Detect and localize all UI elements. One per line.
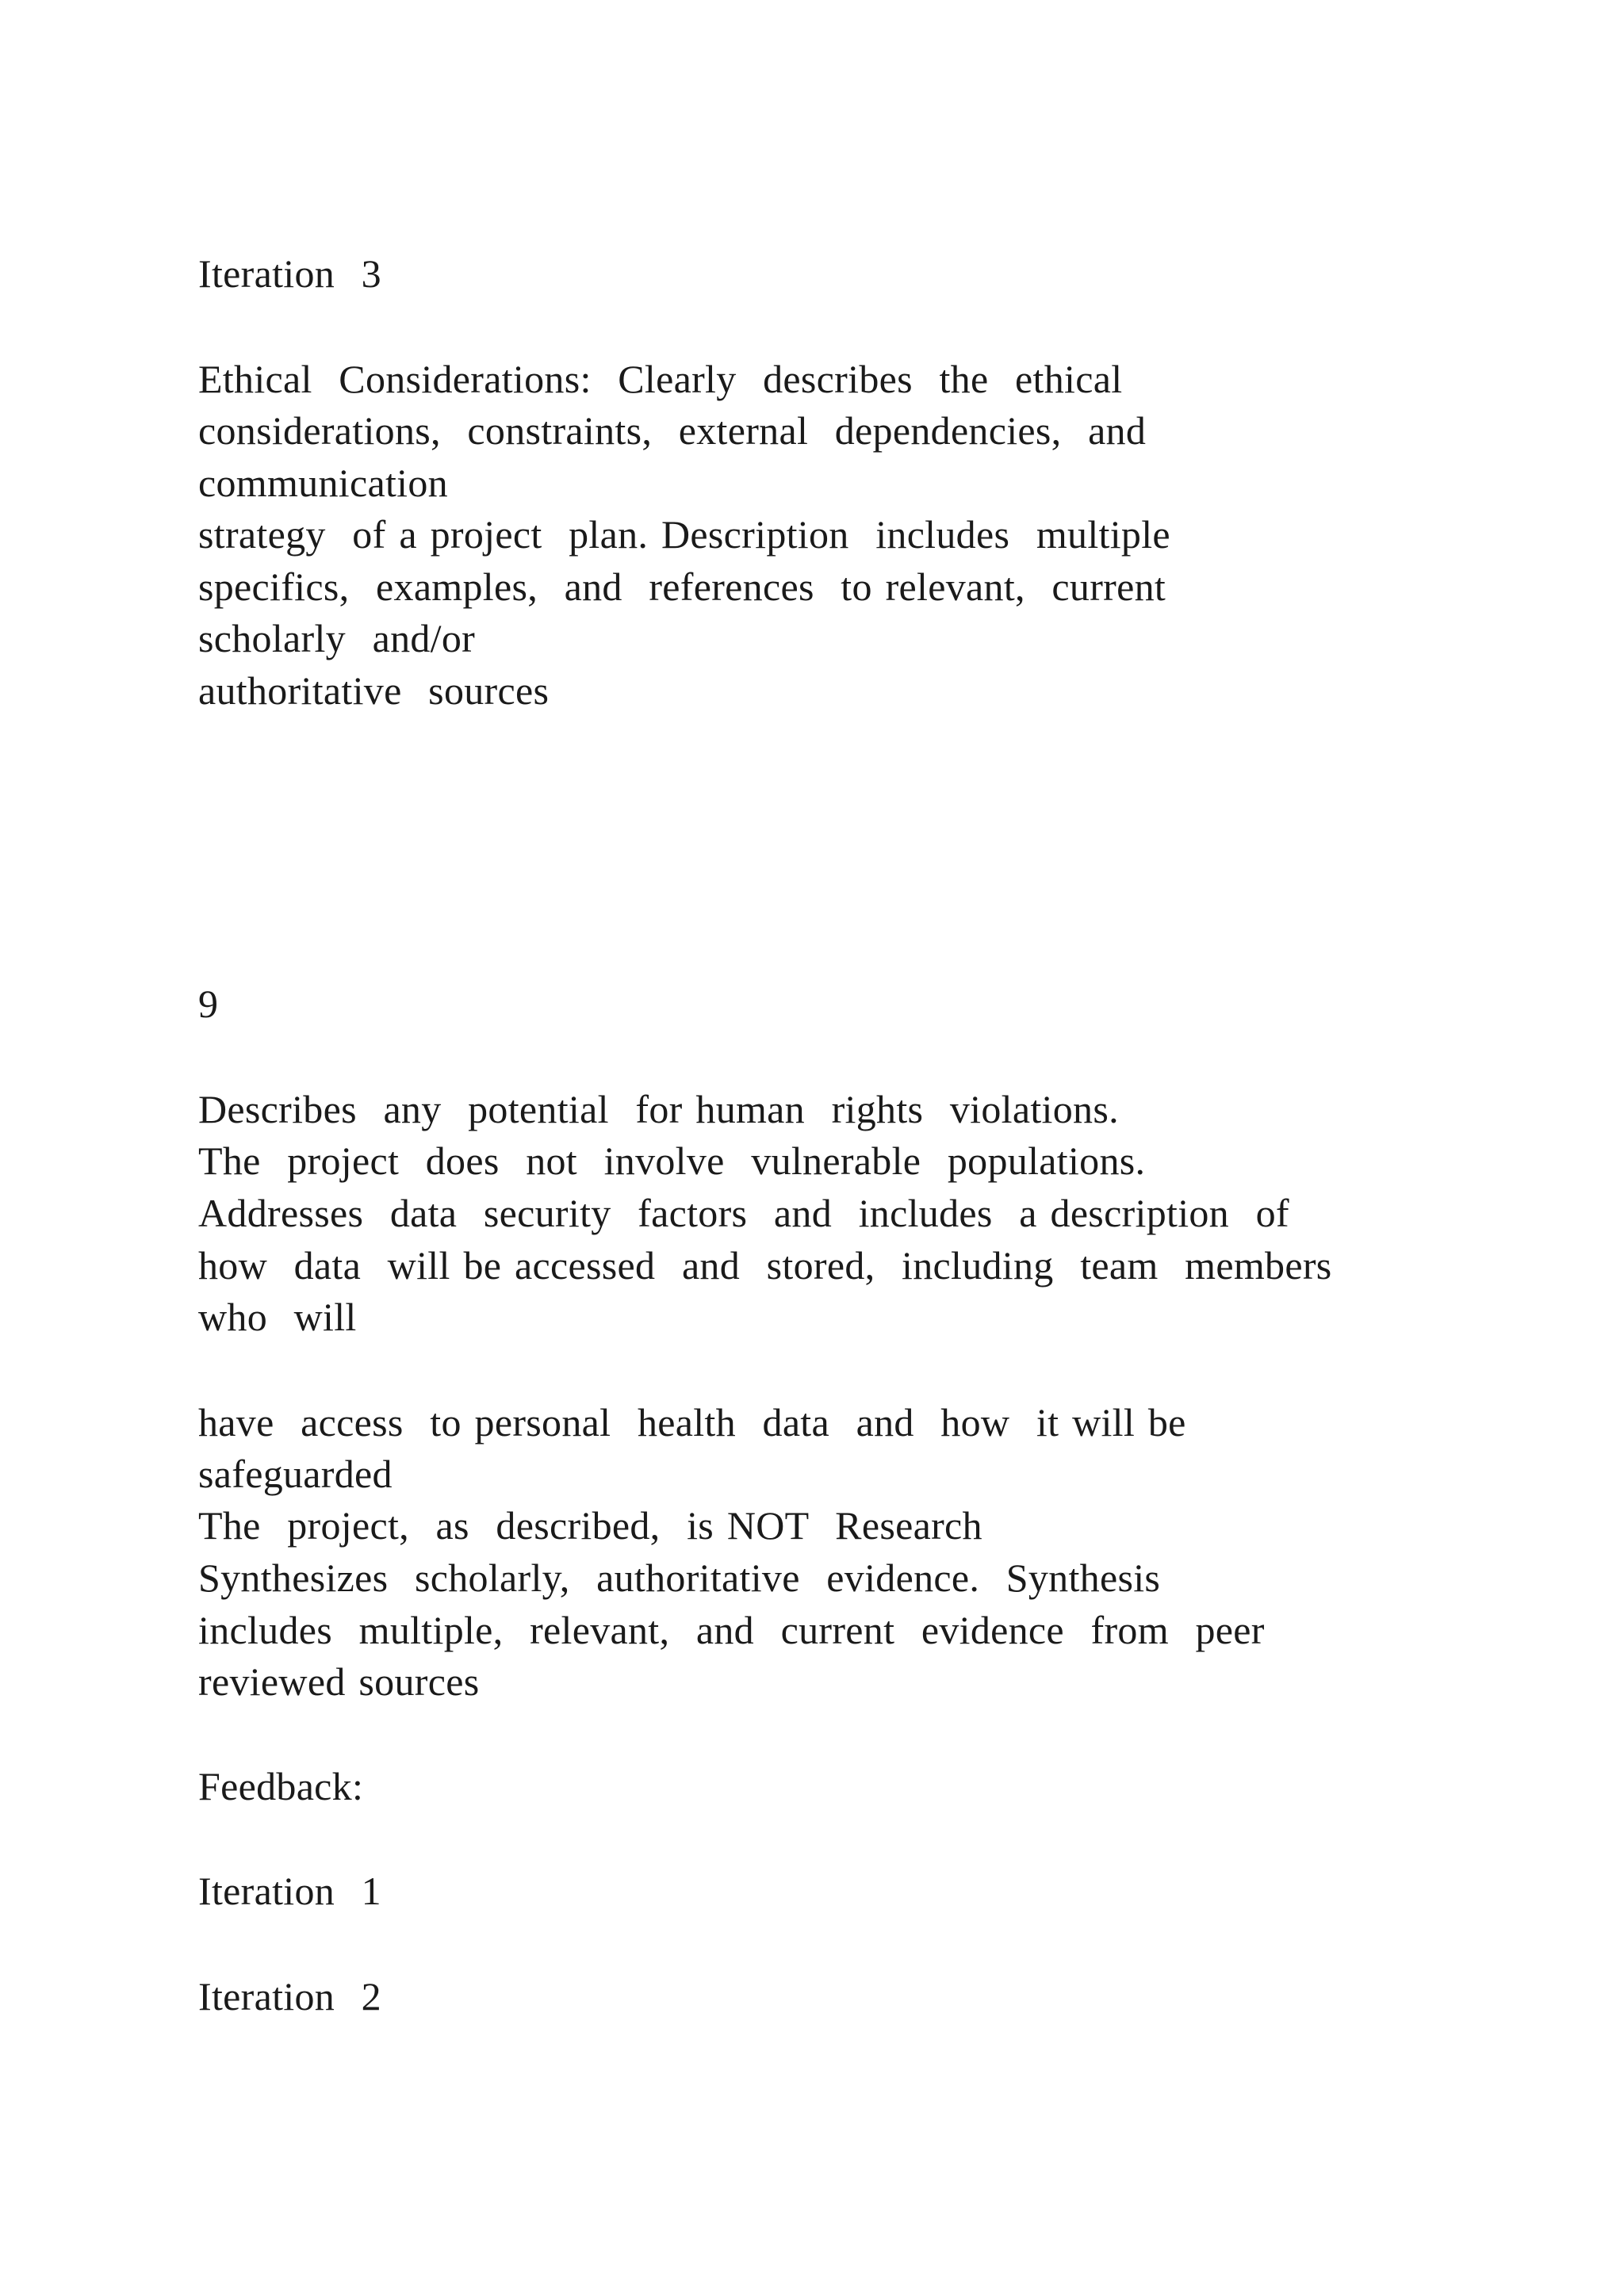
text-line: Addresses data security factors and includes a description of [198,1191,1289,1235]
text-line: Describes any potential for human rights violations. [198,1087,1119,1131]
text-line: The project, as described, is NOT Research [198,1503,982,1548]
text-line: specifics, examples, and references to relevant, current [198,564,1166,609]
iteration-1-heading: Iteration 1 [198,1869,381,1913]
score-value: 9 [198,982,219,1026]
iteration-2-heading: Iteration 2 [198,1974,381,2019]
text-line: who will [198,1295,357,1339]
text-line: how data will be accessed and stored, including team members [198,1243,1332,1288]
text-line: Synthesizes scholarly, authoritative evidence. Synthesis [198,1556,1161,1600]
text-line: scholarly and/or [198,616,476,660]
text-line: safeguarded [198,1452,393,1496]
text-line: includes multiple, relevant, and current evidence from peer [198,1608,1265,1652]
feedback-label: Feedback: [198,1764,364,1808]
text-line: have access to personal health data and how it will be [198,1400,1186,1445]
iteration-3-heading: Iteration 3 [198,251,381,296]
text-line: authoritative sources [198,668,550,713]
text-line: strategy of a project plan. Description includes multiple [198,512,1170,557]
text-line: considerations, constraints, external dependencies, and [198,408,1147,453]
text-line: reviewed sources [198,1659,480,1704]
text-line: Ethical Considerations: Clearly describes the ethical [198,357,1123,401]
text-line: The project does not involve vulnerable populations. [198,1138,1146,1183]
text-line: communication [198,461,448,505]
